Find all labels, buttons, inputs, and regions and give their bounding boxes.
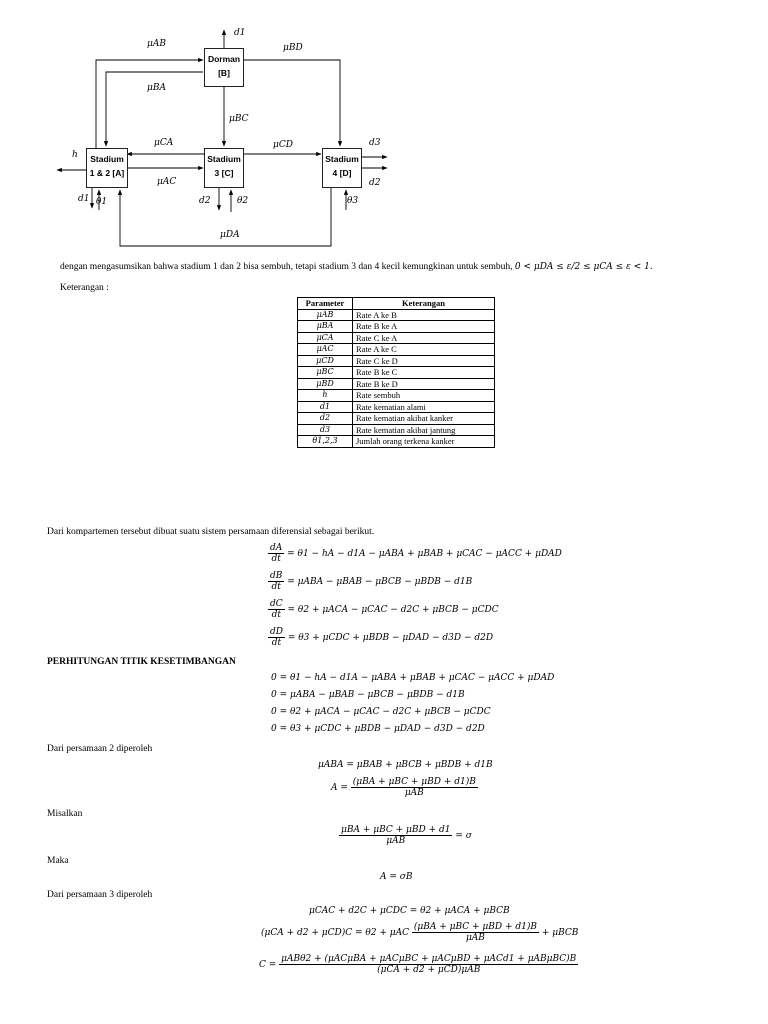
label-theta3: θ3 <box>347 196 359 206</box>
table-row <box>298 332 495 344</box>
misalkan-text: Misalkan <box>47 809 83 819</box>
label-theta1: θ1 <box>96 197 108 207</box>
equilibrium-eq-4: 0 = θ3 + μCDC + μBDB − μDAD − d3D − d2D <box>271 724 485 734</box>
assumption-math: 0 < μDA ≤ ε/2 ≤ μCA ≤ ε < 1. <box>514 262 653 272</box>
ode-da-num: dA <box>270 543 283 553</box>
eq-sigma-def <box>339 825 472 846</box>
table-cell-desc: Jumlah orang terkena kanker <box>353 436 495 448</box>
box-c-line2: 3 [C] <box>214 168 234 178</box>
eq-sigma-num: μBA + μBC + μBD + d1 <box>341 825 451 835</box>
eq-c2-num: (μBA + μBC + μBD + d1)B <box>413 922 537 932</box>
table-cell-desc: Rate B ke C <box>353 367 495 379</box>
eq-mu-ab-a: μABA = μBAB + μBCB + μBDB + d1B <box>318 760 493 770</box>
eq-a-den: μAB <box>404 788 424 798</box>
table-row <box>298 367 495 379</box>
box-d-line2: 4 [D] <box>332 168 352 178</box>
box-d-line1: Stadium <box>325 154 359 164</box>
eq-c3-num: μABθ2 + (μACμBA + μACμBC + μACμBD + μACd1 + μABμBC)B <box>281 954 577 964</box>
label-h: h <box>72 150 78 160</box>
label-mu-bc: μBC <box>229 114 249 124</box>
eq-a-num: (μBA + μBC + μBD + d1)B <box>352 777 476 787</box>
table-cell-param: μAB <box>298 309 353 321</box>
table-row <box>298 390 495 402</box>
ode-da-den: dt <box>271 554 281 564</box>
table-cell-param: d2 <box>298 413 353 425</box>
table-cell-param: θ1,2,3 <box>298 436 353 448</box>
label-mu-ca: μCA <box>154 138 174 148</box>
label-d3: d3 <box>369 138 381 148</box>
keterangan-label: Keterangan : <box>60 283 109 293</box>
eq-c3-frac <box>279 954 578 975</box>
box-a-line2: 1 & 2 [A] <box>89 168 125 178</box>
table-cell-param: μBA <box>298 321 353 333</box>
label-mu-ba: μBA <box>147 83 166 93</box>
box-b-line1: Dorman <box>207 54 241 64</box>
table-cell-desc: Rate A ke C <box>353 344 495 356</box>
ode-dd-num: dD <box>270 627 283 637</box>
ode-dd <box>268 627 493 648</box>
eq-c2-lhs: (μCA + d2 + μCD)C = θ2 + μAC <box>261 928 410 938</box>
equilibrium-eq-3: 0 = θ2 + μACA − μCAC − d2C + μBCB − μCDC <box>271 707 491 717</box>
ode-dc-num: dC <box>270 599 283 609</box>
compartment-diagram <box>0 0 768 255</box>
eq-c2-rhs: + μBCB <box>541 928 579 938</box>
label-mu-ab: μAB <box>147 39 166 49</box>
system-intro-text: Dari kompartemen tersebut dibuat suatu sistem persamaan diferensial sebagai berikut. <box>47 527 375 537</box>
table-cell-desc: Rate kematian alami <box>353 401 495 413</box>
box-stadium-d <box>322 148 362 188</box>
table-cell-desc: Rate B ke D <box>353 378 495 390</box>
table-row <box>298 344 495 356</box>
table-cell-desc: Rate sembuh <box>353 390 495 402</box>
eq-c3-den: (μCA + d2 + μCD)μAB <box>377 965 481 975</box>
table-row <box>298 355 495 367</box>
table-row <box>298 436 495 448</box>
maka-text: Maka <box>47 856 69 866</box>
table-cell-param: μCA <box>298 332 353 344</box>
assumption-text <box>60 261 653 273</box>
table-row <box>298 309 495 321</box>
ode-db-frac <box>268 571 284 592</box>
equilibrium-eq-1: 0 = θ1 − hA − d1A − μABA + μBAB + μCAC − μACC + μDAD <box>271 673 555 683</box>
table-cell-param: μBC <box>298 367 353 379</box>
assumption-sentence: dengan mengasumsikan bahwa stadium 1 dan 2 bisa sembuh, tetapi stadium 3 dan 4 kecil kemungkinan untuk sembuh, <box>60 262 513 272</box>
parameter-table <box>297 297 495 448</box>
label-d1-left: d1 <box>78 194 90 204</box>
table-cell-desc: Rate B ke A <box>353 321 495 333</box>
label-theta2: θ2 <box>237 196 249 206</box>
eq-sigma-den: μAB <box>386 836 406 846</box>
eq-a-frac <box>351 777 478 798</box>
box-stadium-a <box>86 148 128 188</box>
box-stadium-c <box>204 148 244 188</box>
label-mu-bd: μBD <box>283 43 303 53</box>
table-header-keterangan: Keterangan <box>353 298 495 310</box>
box-dorman-b <box>204 48 244 87</box>
box-a-line1: Stadium <box>90 154 124 164</box>
eq-a-lhs: A = <box>331 783 348 793</box>
eq-c3-lhs: C = <box>259 960 277 970</box>
ode-da-frac <box>268 543 284 564</box>
ode-dd-den: dt <box>271 638 282 648</box>
table-cell-desc: Rate C ke A <box>353 332 495 344</box>
table-row <box>298 413 495 425</box>
table-cell-param: d1 <box>298 401 353 413</box>
table-header-row <box>298 298 495 310</box>
table-cell-param: d3 <box>298 424 353 436</box>
table-cell-desc: Rate kematian akibat jantung <box>353 424 495 436</box>
ode-dc-den: dt <box>271 610 282 620</box>
label-mu-cd: μCD <box>273 140 293 150</box>
label-d2-d: d2 <box>369 178 381 188</box>
label-mu-ac: μAC <box>157 177 177 187</box>
ode-da-rhs: = θ1 − hA − d1A − μABA + μBAB + μCAC − μACC + μDAD <box>287 549 562 559</box>
ode-db-den: dt <box>271 582 281 592</box>
table-cell-desc: Rate A ke B <box>353 309 495 321</box>
eq-c2-frac <box>412 922 539 943</box>
eq-c-1: μCAC + d2C + μCDC = θ2 + μACA + μBCB <box>309 906 510 916</box>
section-heading: PERHITUNGAN TITIK KESETIMBANGAN <box>47 657 236 667</box>
eq-c2-den: μAB <box>465 933 485 943</box>
ode-dc-frac <box>268 599 285 620</box>
table-row <box>298 378 495 390</box>
eq-sigma-frac <box>339 825 452 846</box>
table-row <box>298 424 495 436</box>
table-cell-desc: Rate kematian akibat kanker <box>353 413 495 425</box>
eq-a-fraction <box>331 777 478 798</box>
table-cell-param: μAC <box>298 344 353 356</box>
table-cell-param: μCD <box>298 355 353 367</box>
ode-dc <box>268 599 499 620</box>
from-eq3-text: Dari persamaan 3 diperoleh <box>47 890 153 900</box>
table-cell-desc: Rate C ke D <box>353 355 495 367</box>
eq-sigma-rhs: = σ <box>455 831 472 841</box>
ode-da <box>268 543 562 564</box>
table-header-parameter: Parameter <box>298 298 353 310</box>
eq-c-2 <box>261 922 578 943</box>
label-d1-top: d1 <box>234 28 246 38</box>
from-eq2-text: Dari persamaan 2 diperoleh <box>47 744 153 754</box>
box-b-line2: [B] <box>218 68 230 78</box>
label-mu-da: μDA <box>220 230 240 240</box>
ode-dd-rhs: = θ3 + μCDC + μBDB − μDAD − d3D − d2D <box>287 633 494 643</box>
table-row <box>298 321 495 333</box>
table-cell-param: h <box>298 390 353 402</box>
equilibrium-eq-2: 0 = μABA − μBAB − μBCB − μBDB − d1B <box>271 690 465 700</box>
table-cell-param: μBD <box>298 378 353 390</box>
eq-a-sigma-b: A = σB <box>380 872 413 882</box>
eq-c-3 <box>259 954 578 975</box>
ode-dd-frac <box>268 627 285 648</box>
ode-db-num: dB <box>270 571 283 581</box>
label-d2-c: d2 <box>199 196 211 206</box>
ode-db-rhs: = μABA − μBAB − μBCB − μBDB − d1B <box>287 577 473 587</box>
box-c-line1: Stadium <box>207 154 241 164</box>
table-row <box>298 401 495 413</box>
ode-dc-rhs: = θ2 + μACA − μCAC − d2C + μBCB − μCDC <box>287 605 499 615</box>
ode-db <box>268 571 472 592</box>
